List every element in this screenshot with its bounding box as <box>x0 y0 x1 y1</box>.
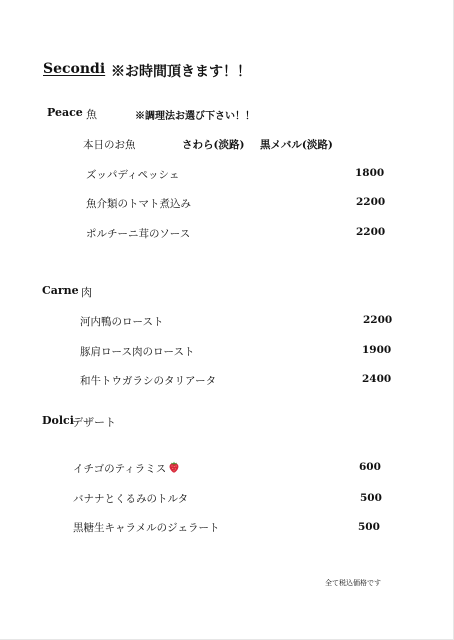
section-subtitle-carne: 肉 <box>81 286 92 299</box>
menu-item-price: 1800 <box>355 167 385 179</box>
title-note: ※お時間頂きます！！ <box>111 64 251 80</box>
fish-of-the-day-label: 本日のお魚 <box>83 139 136 151</box>
menu-item-price: 500 <box>360 492 382 504</box>
menu-item-name: ズッパディペッシェ <box>86 169 180 181</box>
fish-option: さわら(淡路) <box>182 139 245 151</box>
menu-item-name: 魚介類のトマト煮込み <box>86 198 191 210</box>
menu-item-price: 1900 <box>362 344 392 356</box>
section-title-peace: Peace <box>47 106 83 119</box>
section-title-dolci: Dolci <box>42 414 74 427</box>
menu-item-name: ポルチーニ茸のソース <box>86 228 191 240</box>
menu-item-price: 500 <box>358 521 380 533</box>
menu-item-name-row <box>73 460 180 476</box>
menu-item-name: 黒糖生キャラメルのジェラート <box>73 522 220 534</box>
fish-option: 黒メバル(淡路) <box>260 139 333 151</box>
menu-item-name: 河内鴨のロースト <box>80 316 164 328</box>
menu-item-price: 2400 <box>362 373 392 385</box>
page-title: Secondi <box>43 61 106 77</box>
menu-item-name: イチゴのティラミス <box>73 463 167 475</box>
menu-item-name: 豚肩ロース肉のロースト <box>80 346 195 358</box>
section-subtitle-dolci: デザート <box>72 416 116 429</box>
menu-item-price: 2200 <box>356 226 386 238</box>
menu-item-price: 600 <box>359 461 381 473</box>
menu-item-name: 和牛トウガラシのタリアータ <box>80 375 217 387</box>
cooking-method-note: ※調理法お選び下さい！！ <box>135 111 255 122</box>
section-subtitle-peace: 魚 <box>86 108 97 121</box>
menu-item-price: 2200 <box>363 314 393 326</box>
section-title-carne: Carne <box>42 284 79 297</box>
menu-item-price: 2200 <box>356 196 386 208</box>
strawberry-icon <box>168 460 180 476</box>
menu-item-name: バナナとくるみのトルタ <box>73 493 189 505</box>
tax-note: 全て税込価格です <box>325 579 381 587</box>
